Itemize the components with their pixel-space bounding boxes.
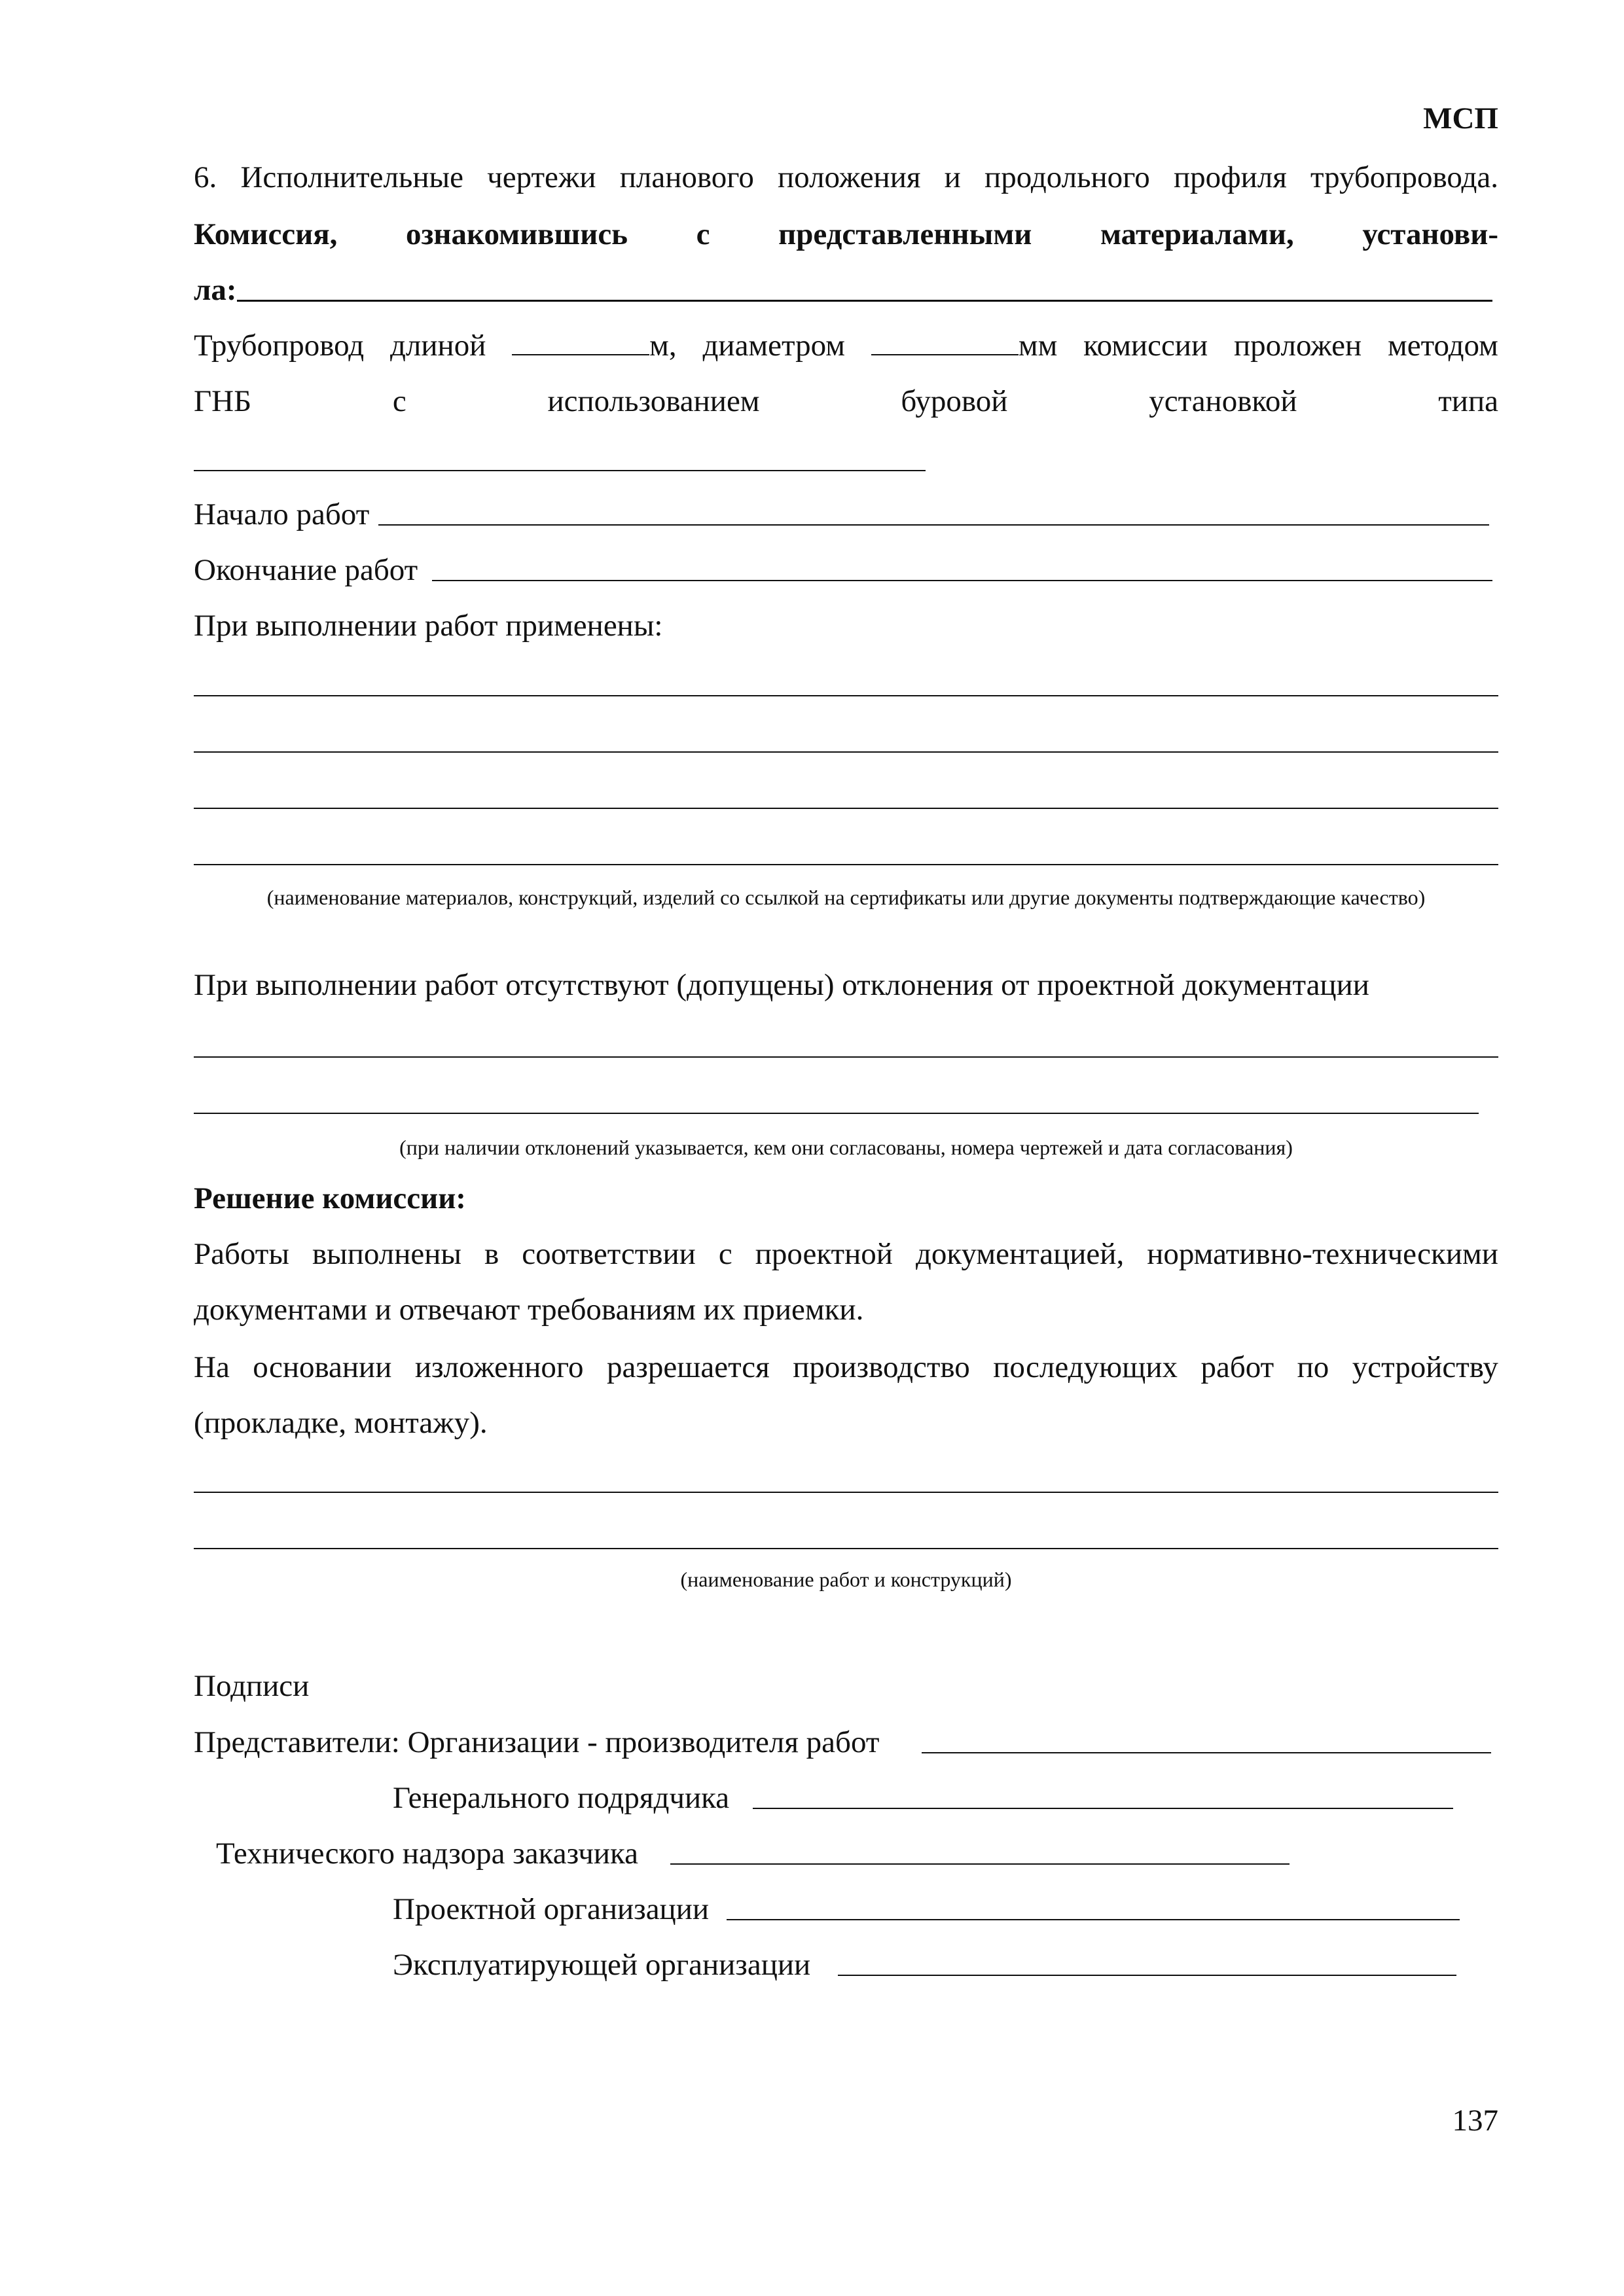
deviations-label: При выполнении работ отсутствуют (допущены) отклонения от проектной документации [194, 968, 1369, 1002]
works-note: (наименование работ и конструкций) [680, 1568, 1012, 1591]
pipeline-word: с [392, 384, 406, 418]
pipeline-word: ГНБ [194, 384, 252, 418]
end-date-field[interactable] [432, 580, 1492, 581]
pipeline-word: Трубопровод [194, 329, 365, 363]
decision-title: Решение комиссии: [194, 1181, 466, 1215]
decision-word: разрешается [606, 1350, 770, 1384]
decision-paragraph-2-line-1 [194, 1352, 1498, 1383]
signature-general-field[interactable] [753, 1808, 1453, 1809]
decision-word: соответствии [522, 1237, 696, 1271]
materials-note: (наименование материалов, конструкций, изделий со ссылкой на сертификаты или другие документы подтверждающие качество) [266, 886, 1426, 909]
end-label: Окончание работ [194, 553, 418, 587]
pipeline-line-2 [194, 386, 1498, 417]
item-6-text: 6. Исполнительные чертежи планового положения и продольного профиля трубопровода. [194, 160, 1498, 194]
decision-word: Работы [194, 1237, 289, 1271]
pipeline-word: проложен [1233, 329, 1362, 363]
decision-word: изложенного [414, 1350, 584, 1384]
decision-word: производство [793, 1350, 970, 1384]
decision-word: нормативно-техническими [1147, 1237, 1498, 1271]
signatures-title: Подписи [194, 1669, 310, 1703]
pipeline-word: использованием [547, 384, 760, 418]
signature-general-label: Генерального подрядчика [393, 1781, 730, 1815]
deviations-line-2[interactable] [194, 1113, 1479, 1114]
unit-m: м, [649, 329, 677, 363]
works-line-1[interactable] [194, 1492, 1498, 1493]
signature-producer-field[interactable] [922, 1752, 1491, 1753]
materials-line-2[interactable] [194, 751, 1498, 753]
pipeline-word: буровой [901, 384, 1008, 418]
signature-design-field[interactable] [727, 1919, 1460, 1920]
decision-word: в [484, 1237, 499, 1271]
pipeline-word: длиной [390, 329, 486, 363]
signature-supervision-label: Технического надзора заказчика [216, 1837, 639, 1871]
materials-line-1[interactable] [194, 695, 1498, 696]
commission-tail: ла: [194, 273, 237, 307]
start-label: Начало работ [194, 497, 370, 531]
pipeline-word: комиссии [1083, 329, 1208, 363]
pipeline-word: методом [1387, 329, 1498, 363]
decision-word: с [718, 1237, 732, 1271]
length-field[interactable] [512, 329, 649, 355]
decision-word: документацией, [915, 1237, 1125, 1271]
deviations-note: (при наличии отклонений указывается, кем они согласованы, номера чертежей и дата согласования) [399, 1136, 1293, 1159]
decision-word: устройству [1352, 1350, 1498, 1384]
decision-word: основании [253, 1350, 392, 1384]
diameter-field[interactable] [871, 329, 1019, 355]
materials-line-3[interactable] [194, 808, 1498, 809]
commission-word: Комиссия, [194, 217, 338, 251]
applied-label: При выполнении работ применены: [194, 609, 663, 643]
decision-word: работ [1200, 1350, 1274, 1384]
decision-paragraph-2-tail: (прокладке, монтажу). [194, 1406, 488, 1440]
decision-word: На [194, 1350, 230, 1384]
commission-word: представленными [778, 217, 1032, 251]
pipeline-word: установкой [1149, 384, 1297, 418]
commission-word: с [696, 217, 710, 251]
decision-word: последующих [993, 1350, 1178, 1384]
decision-word: проектной [755, 1237, 893, 1271]
signature-producer-label: Представители: Организации - производителя работ [194, 1725, 880, 1759]
pipeline-line-1 [194, 329, 1498, 361]
decision-word: по [1297, 1350, 1329, 1384]
decision-paragraph-1-line-1 [194, 1239, 1498, 1270]
start-date-field[interactable] [378, 524, 1489, 526]
signature-supervision-field[interactable] [670, 1863, 1290, 1865]
unit-mm: мм [1018, 329, 1058, 363]
commission-word: установи- [1362, 217, 1498, 251]
signature-operating-label: Эксплуатирующей организации [393, 1948, 811, 1982]
pipeline-word: диаметром [702, 329, 845, 363]
deviations-line-1[interactable] [194, 1056, 1498, 1058]
pipeline-word: типа [1438, 384, 1498, 418]
commission-line [194, 219, 1498, 250]
works-line-2[interactable] [194, 1548, 1498, 1549]
document-code: МСП [1423, 101, 1498, 135]
rig-type-field[interactable] [194, 470, 926, 471]
commission-word: материалами, [1100, 217, 1294, 251]
commission-word: ознакомившись [406, 217, 628, 251]
signature-design-label: Проектной организации [393, 1892, 710, 1926]
page-number: 137 [1452, 2104, 1498, 2138]
signature-operating-field[interactable] [838, 1975, 1456, 1976]
decision-word: выполнены [312, 1237, 461, 1271]
materials-line-4[interactable] [194, 864, 1498, 865]
commission-blank-line[interactable] [237, 300, 1492, 302]
decision-paragraph-1-tail: документами и отвечают требованиям их приемки. [194, 1293, 864, 1327]
